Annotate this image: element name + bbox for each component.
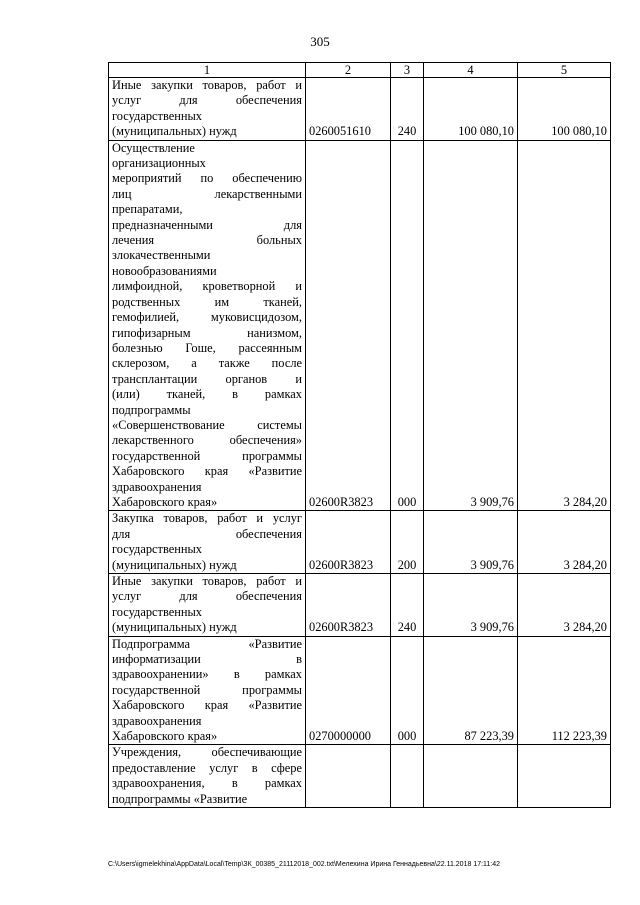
value-2019-cell: 3 284,20 [518, 511, 611, 574]
description-cell [109, 511, 306, 574]
value-2018-cell [424, 745, 518, 808]
description-line: трансплантации органов и [112, 371, 302, 386]
description-line: подпрограммы [112, 402, 191, 417]
table-row [109, 636, 611, 745]
description-line: гипофизарным нанизмом, [112, 325, 302, 340]
description-line: государственной программы [112, 448, 302, 463]
page-number: 305 [310, 34, 330, 49]
description-line: мероприятий по обеспечению [112, 171, 302, 186]
expense-type-cell [391, 745, 424, 808]
expense-type-cell: 200 [391, 511, 424, 574]
expense-type-cell: 000 [391, 636, 424, 745]
value-2019-cell: 3 284,20 [518, 140, 611, 511]
code-cell: 02600R3823 [306, 511, 391, 574]
budget-table [108, 62, 611, 808]
value-2018-cell: 3 909,76 [424, 511, 518, 574]
description-line: государственных [112, 542, 203, 557]
description-line: предназначенными для [112, 217, 302, 232]
description-line: государственных [112, 108, 203, 123]
description-line: препаратами, [112, 202, 183, 217]
description-cell [109, 574, 306, 637]
table-row [109, 78, 611, 141]
description-line: Хабаровского края» [112, 729, 218, 744]
file-path-footer: C:\Users\igmelekhina\AppData\Local\Temp\ЗК_00385_21112018_002.txt\Мелехина Ирина Геннадьевна\22.11.2018 17:11:42 [108, 861, 501, 868]
table-row [109, 574, 611, 637]
description-line: предоставление услуг в сфере [112, 760, 302, 775]
code-cell: 0260051610 [306, 78, 391, 141]
description-line: (муниципальных) нужд [112, 557, 237, 572]
description-line: здравоохранения [112, 479, 202, 494]
header-cell: 2 [306, 63, 391, 78]
value-2019-cell: 3 284,20 [518, 574, 611, 637]
description-line: Иные закупки товаров, работ и [112, 78, 302, 92]
table-row [109, 745, 611, 808]
description-line: Хабаровского края «Развитие [112, 464, 302, 479]
description-line: услуг для обеспечения [112, 589, 302, 604]
header-cell: 3 [391, 63, 424, 78]
value-2019-cell [518, 745, 611, 808]
code-cell: 02600R3823 [306, 574, 391, 637]
description-line: злокачественными [112, 248, 211, 263]
description-line: (муниципальных) нужд [112, 124, 237, 139]
description-line: здравоохранения, в рамках [112, 776, 302, 791]
description-line: «Совершенствование системы [112, 417, 302, 432]
description-line: здравоохранении» в рамках [112, 667, 302, 682]
description-line: лечения больных [112, 233, 302, 248]
header-cell: 5 [518, 63, 611, 78]
value-2018-cell: 3 909,76 [424, 140, 518, 511]
description-line: Хабаровского края» [112, 494, 218, 509]
description-line: Осуществление [112, 140, 195, 155]
description-line: государственных [112, 604, 203, 619]
description-line: Подпрограмма «Развитие [112, 636, 302, 651]
description-cell [109, 140, 306, 511]
description-line: услуг для обеспечения [112, 93, 302, 108]
expense-type-cell: 240 [391, 78, 424, 141]
value-2019-cell: 100 080,10 [518, 78, 611, 141]
value-2018-cell: 3 909,76 [424, 574, 518, 637]
code-cell: 02600R3823 [306, 140, 391, 511]
description-line: информатизации в [112, 652, 302, 667]
description-line: лимфоидной, кроветворной и [112, 279, 302, 294]
code-cell [306, 745, 391, 808]
description-cell [109, 636, 306, 745]
description-line: Иные закупки товаров, работ и [112, 574, 302, 588]
code-cell: 0270000000 [306, 636, 391, 745]
description-line: новообразованиями [112, 263, 217, 278]
description-line: лиц лекарственными [112, 186, 302, 201]
description-cell [109, 78, 306, 141]
description-line: Закупка товаров, работ и услуг [112, 511, 302, 526]
description-line: родственных им тканей, [112, 294, 302, 309]
description-line: болезнью Гоше, рассеянным [112, 340, 302, 355]
description-line: для обеспечения [112, 526, 302, 541]
description-line: склерозом, а также после [112, 356, 302, 371]
header-cell: 1 [109, 63, 306, 78]
expense-type-cell: 000 [391, 140, 424, 511]
description-line: подпрограммы «Развитие [112, 791, 248, 806]
description-line: гемофилией, муковисцидозом, [112, 310, 302, 325]
header-cell: 4 [424, 63, 518, 78]
expense-type-cell: 240 [391, 574, 424, 637]
description-line: (муниципальных) нужд [112, 620, 237, 635]
value-2018-cell: 100 080,10 [424, 78, 518, 141]
description-line: организационных [112, 156, 206, 171]
description-cell [109, 745, 306, 808]
description-line: государственной программы [112, 682, 302, 697]
value-2019-cell: 112 223,39 [518, 636, 611, 745]
description-line: здравоохранения [112, 713, 202, 728]
table-row [109, 511, 611, 574]
value-2018-cell: 87 223,39 [424, 636, 518, 745]
description-line: Учреждения, обеспечивающие [112, 745, 302, 760]
description-line: Хабаровского края «Развитие [112, 698, 302, 713]
table-header-row [109, 63, 611, 78]
description-line: лекарственного обеспечения» [112, 433, 302, 448]
description-line: (или) тканей, в рамках [112, 387, 302, 402]
table-row [109, 140, 611, 511]
